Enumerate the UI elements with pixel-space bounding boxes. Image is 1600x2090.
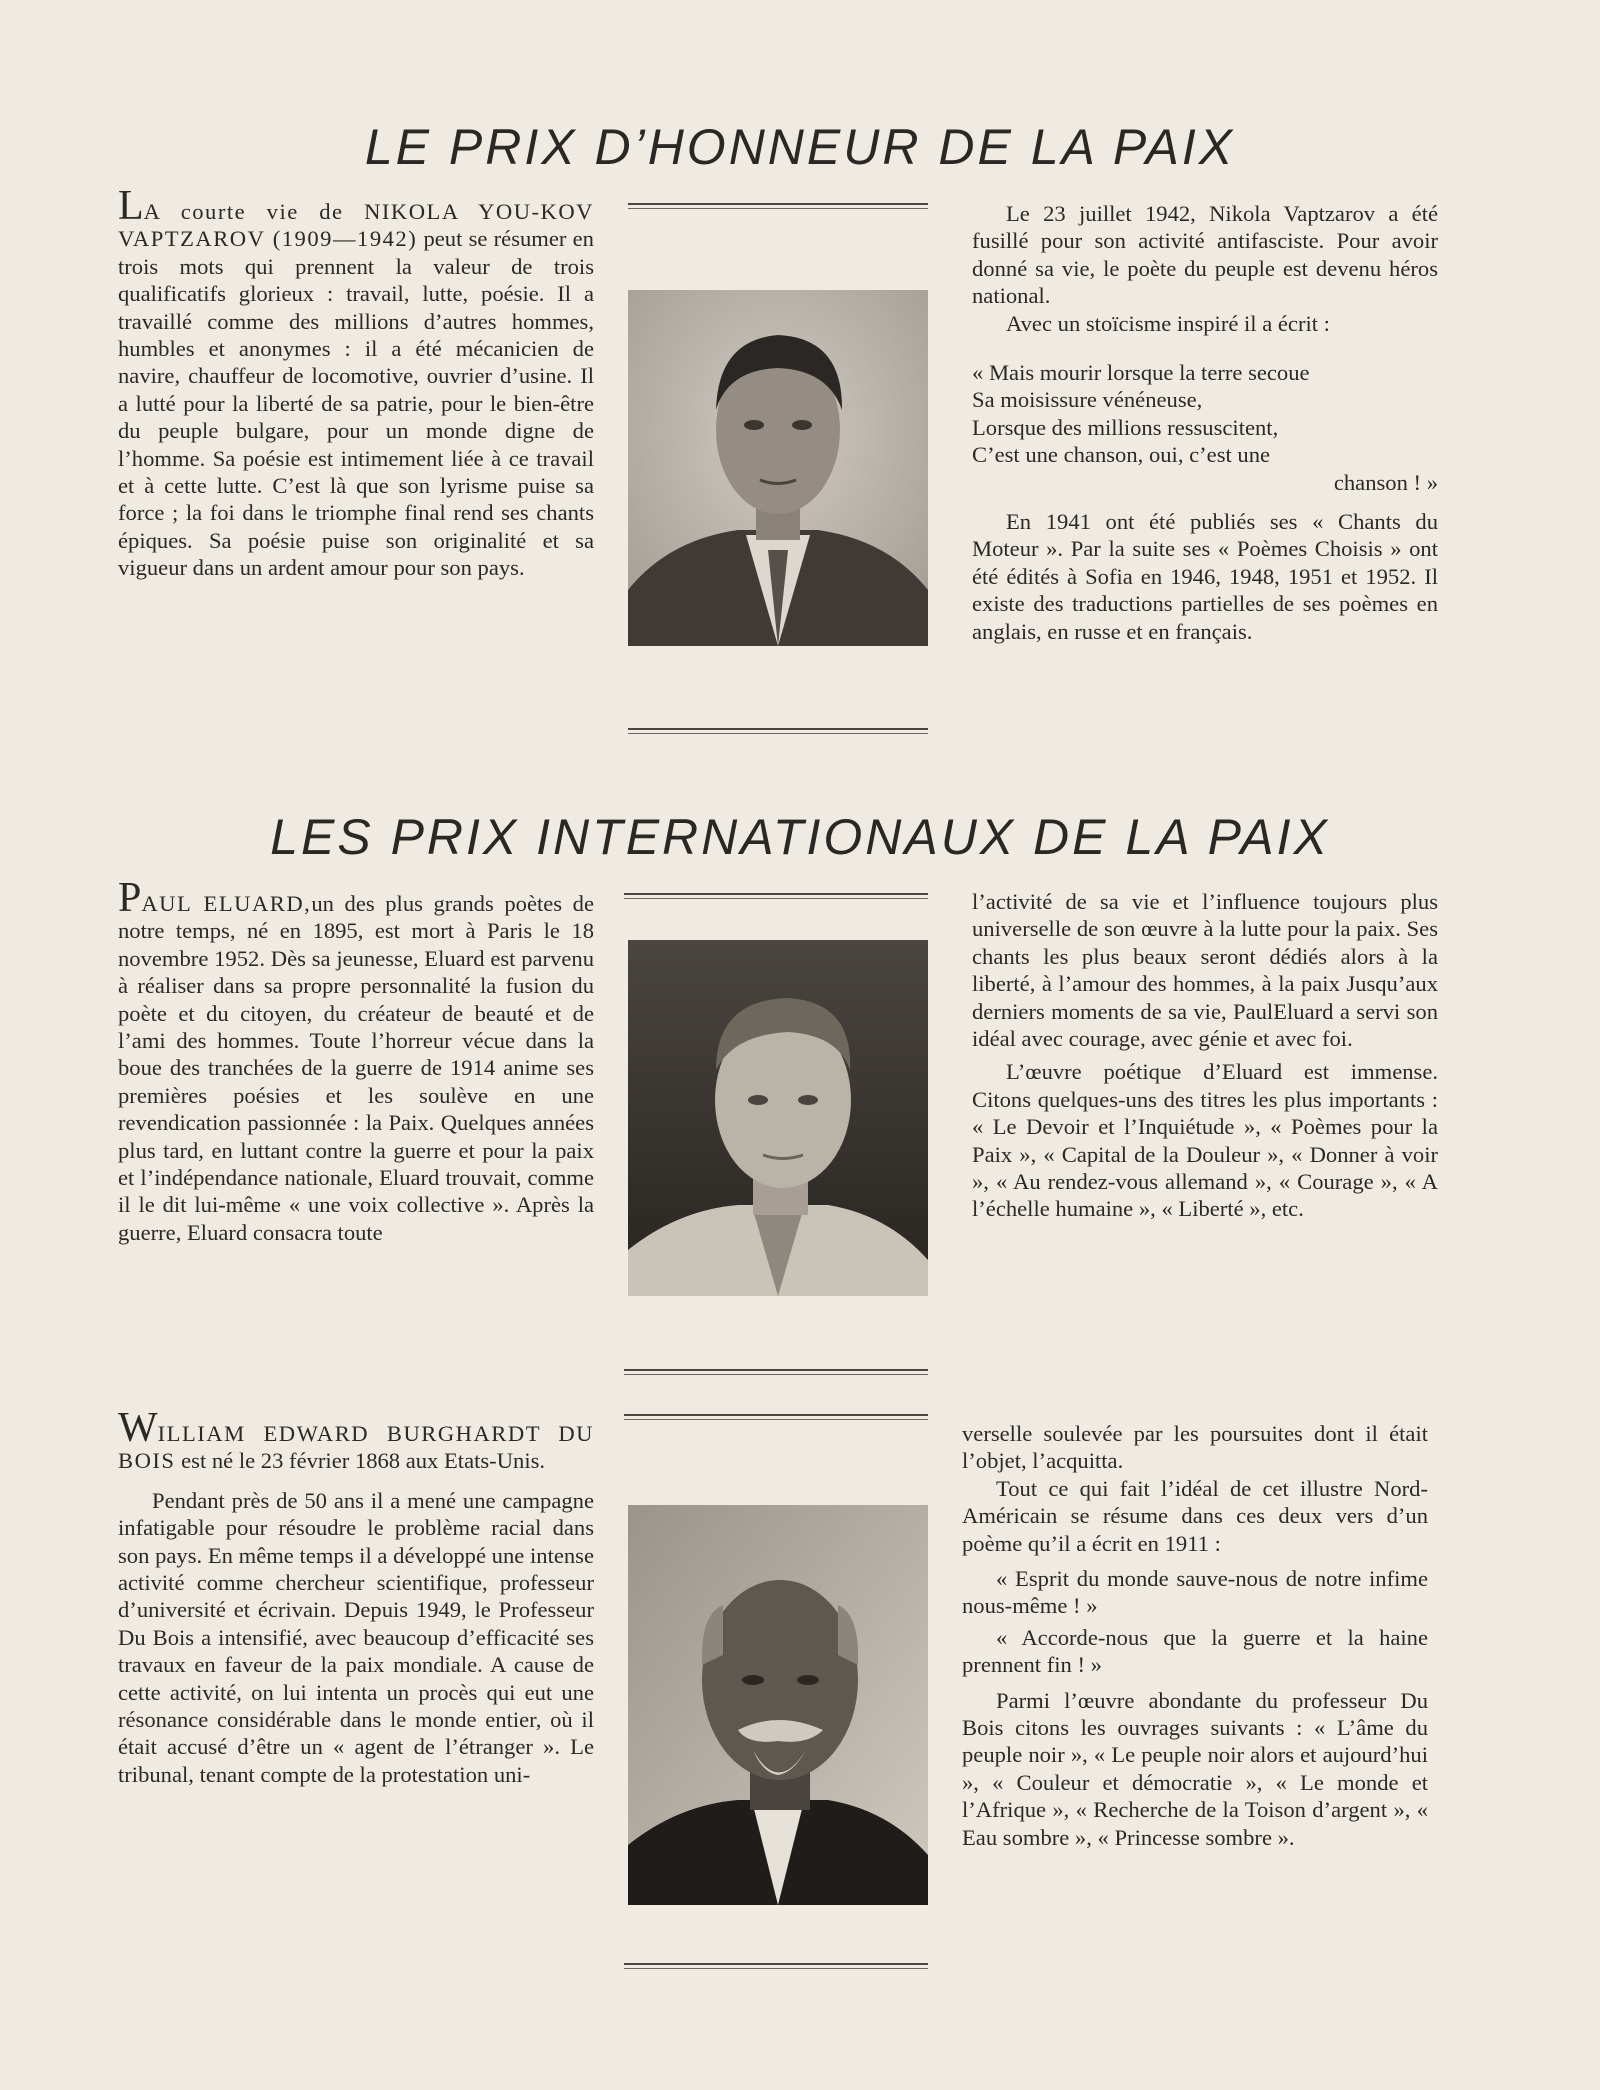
eluard-left-column [118,875,594,1246]
divider-rule [628,203,928,205]
eluard-body: un des plus grands poètes de notre temps, né en 1895, est mort à Paris le 18 novembre 1952. Dès sa jeunesse, Eluard est parvenu à réaliser dans sa propre personnalité la fusion du poète et du citoyen, du créateur de beauté et de l’ami des hommes. Toute l’horreur vécue dans la boue des tranchées de la guerre de 1914 anime ses premières poésies et les soulève en une revendication passionnée : la Paix. Quelques années plus tard, en luttant contre la guerre et pour la paix et l’indépendance nationale, Eluard trouvait, comme il le dit lui-même « une voix collective ». Après la guerre, Eluard consacra toute [118,891,594,1245]
poem-line: C’est une chanson, oui, c’est une [972,442,1271,468]
poem-line: « Mais mourir lorsque la terre secoue [972,360,1310,386]
dubois-portrait-photo [628,1505,928,1905]
dubois-left-column [118,1405,594,1788]
vaptzarov-right-column [972,200,1438,645]
vaptzarov-publications-text: En 1941 ont été publiés ses « Chants du Moteur ». Par la suite ses « Poèmes Choisis » ont été édités à Sofia en 1946, 1948, 1951 et 1952. Il existe des traductions partielles de ses poèmes en anglais, en russe et en français. [972,509,1438,644]
dubois-campaign-text: Pendant près de 50 ans il a mené une campagne infatigable pour résoudre le problème racial dans son pays. En même temps il a développé une intense activité comme chercheur scientifique, professeur d’université et écrivain. Depuis 1949, le Professeur Du Bois a intensifié, avec beaucoup d’efficacité ses travaux en faveur de la paix mondiale. A cause de cette activité, on lui intenta un procès qui eut une résonance considérable dans le monde entier, où il était accusé d’être un « agent de l’étranger ». Le tribunal, tenant compte de la protestation uni- [118,1487,594,1787]
eluard-activity-text: l’activité de sa vie et l’influence toujours plus universelle de son œuvre à la lutte pour la paix. Ses chants les plus beaux seront dédiés alors à la liberté, à l’amour des hommes, à la paix Jusqu’aux derniers moments de sa vie, PaulEluard a servi son idéal avec courage, avec génie et avec foi. [972,889,1438,1052]
dubois-opening: ILLIAM EDWARD BURGHARDT DU BOIS [118,1421,594,1474]
drop-cap: L [118,183,144,229]
dubois-quote-2: « Accorde-nous que la guerre et la haine prennent fin ! » [962,1624,1428,1678]
vaptzarov-opening: A courte vie de NIKOLA YOU-KOV VAPTZAROV (1909—1942) [118,199,594,252]
vaptzarov-intro [118,183,594,582]
dubois-quote-1: « Esprit du monde sauve-nous de notre infime nous-même ! » [962,1566,1428,1619]
poem-line: Sa moisissure vénéneuse, [972,387,1203,413]
divider-rule [624,1369,928,1371]
eluard-intro [118,875,594,1246]
honor-prize-title: LE PRIX D’HONNEUR DE LA PAIX [364,119,1236,175]
divider-rule [628,728,928,730]
eluard-works-text: L’œuvre poétique d’Eluard est immense. Citons quelques-uns des titres les plus importants : « Le Devoir et l’Inquiétude », « Poèmes pour la Paix », « Capital de la Douleur », « Donner à voir », « Au rendez-vous allemand », « Courage », « A l’échelle humaine », « Liberté », etc. [972,1059,1438,1222]
dubois-ideal-text: Tout ce qui fait l’idéal de cet illustre Nord-Américain se résume dans ces deux vers d’un poème qu’il a écrit en 1911 : [962,1475,1428,1556]
dubois-intro [118,1405,594,1475]
poem-line: Lorsque des millions ressuscitent, [972,414,1279,440]
eluard-right-column [972,888,1438,1223]
vaptzarov-portrait-photo [628,290,928,646]
eluard-portrait-photo [628,940,928,1296]
divider-rule [624,1963,928,1965]
eluard-opening: AUL ELUARD, [141,891,312,916]
divider-rule [624,893,928,895]
drop-cap: P [118,875,142,921]
vaptzarov-left-column [118,183,594,582]
divider-rule [624,1414,928,1416]
dubois-right-column [962,1420,1428,1851]
dubois-body: est né le 23 février 1868 aux Etats-Unis. [175,1448,546,1474]
vaptzarov-body: peut se résumer en trois mots qui prennent la valeur de trois qualificatifs glorieux : travail, lutte, poésie. Il a travaillé comme des millions d’autres hommes, humbles et anonymes : il a été mécanicien de navire, chauffeur de locomotive, ouvrier d’usine. Il a lutté pour la liberté de sa patrie, pour le bien-être du peuple bulgare, pour un monde digne de l’homme. Sa poésie est intimement liée à ce travail et à cette lutte. C’est là que son lyrisme puise sa force ; la foi dans le triomphe final rend ses chants épiques. Sa poésie puise son originalité et sa vigueur dans un ardent amour pour son pays. [118,226,594,581]
poem-line: chanson ! » [1333,469,1438,495]
dubois-acquittal-text: verselle soulevée par les poursuites dont il était l’objet, l’acquitta. [962,1421,1428,1474]
international-prizes-title: LES PRIX INTERNATIONAUX DE LA PAIX [270,809,1330,865]
vaptzarov-execution-text: Le 23 juillet 1942, Nikola Vaptzarov a été fusillé pour son activité antifasciste. Pour avoir donné sa vie, le poète du peuple est devenu héros national. [972,201,1438,309]
dubois-works-text: Parmi l’œuvre abondante du professeur Du Bois citons les ouvrages suivants : « L’âme du peuple noir », « Le peuple noir alors et aujourd’hui », « Couleur et démocratie », « Le monde et l’Afrique », « Recherche de la Toison d’argent », « Eau sombre », « Princesse sombre ». [962,1687,1428,1850]
vaptzarov-stoicism-text: Avec un stoïcisme inspiré il a écrit : [1006,310,1330,336]
drop-cap: W [118,1405,158,1451]
